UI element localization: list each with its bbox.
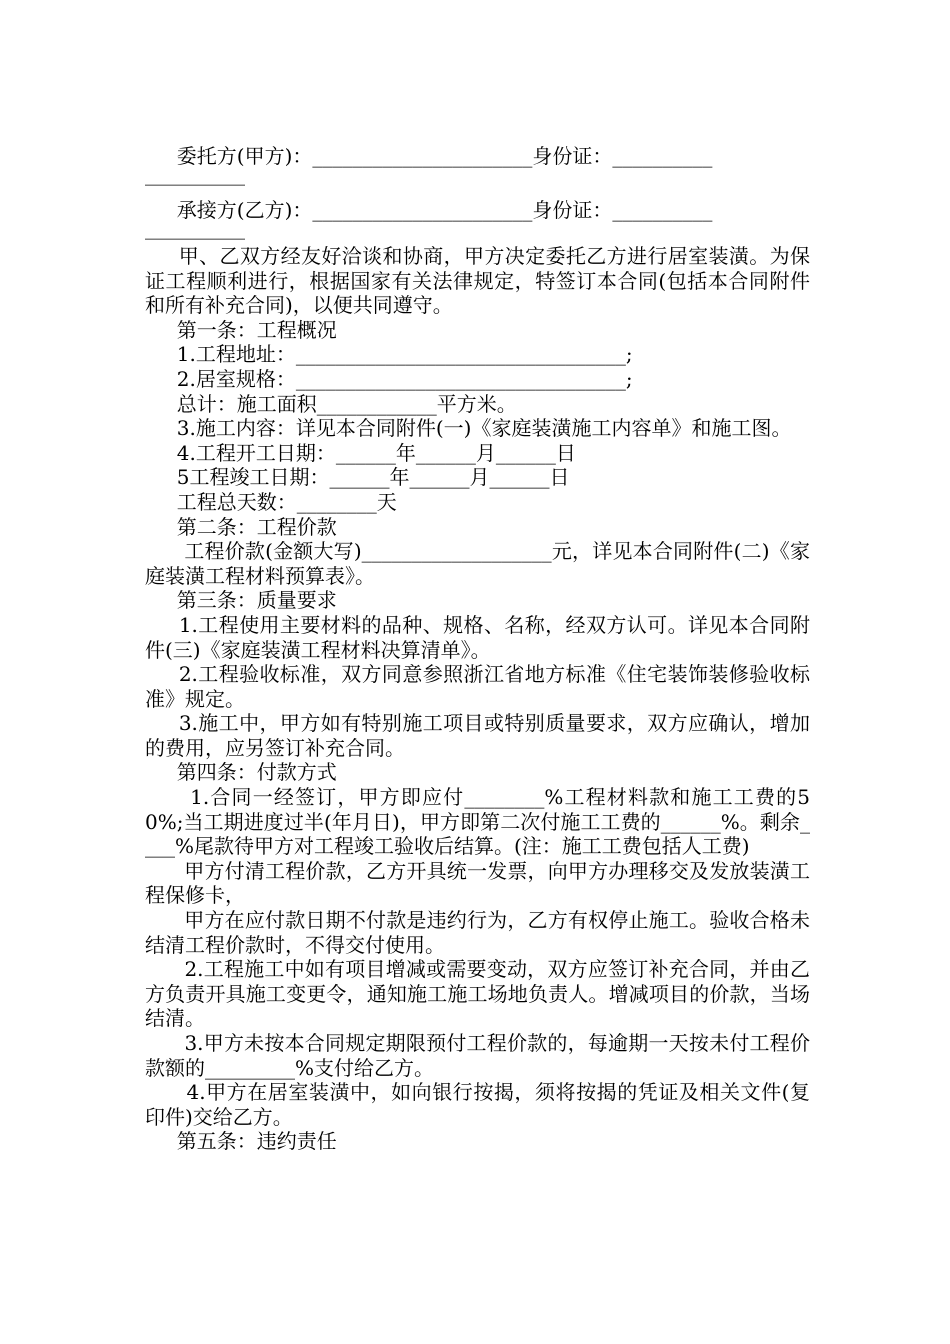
party-b-block [145,196,810,250]
room-spec: 2.居室规格：_________________________________; [145,366,633,391]
party-b-line-continued: __________ [145,216,245,240]
intro-paragraph: 甲、乙双方经友好洽谈和协商，甲方决定委托乙方进行居室装潢。为保证工程顺利进行，根据国家有关法律规定，特签订本合同(包括本合同附件和所有补充合同)，以便共同遵守。 [145,244,811,318]
party-a-line: 委托方(甲方)：______________________身份证：__________ [145,144,713,168]
contract-body [145,244,810,1154]
completion-date: 5工程竣工日期：______年______月______日 [145,465,570,490]
total-area: 总计：施工面积____________平方米。 [145,391,517,416]
article-2-heading: 第二条：工程价款 [145,514,337,539]
construction-content: 3.施工内容：详见本合同附件(一)《家庭装潢施工内容单》和施工图。 [145,416,792,441]
quality-item-3: 3.施工中，甲方如有特别施工项目或特别质量要求，双方应确认，增加的费用，应另签订补充合同。 [145,711,810,760]
article-4-heading: 第四条：付款方式 [145,760,337,785]
quality-item-2: 2.工程验收标准，双方同意参照浙江省地方标准《住宅装饰装修验收标准》规定。 [145,662,810,711]
payment-invoice: 甲方付清工程价款，乙方开具统一发票，向甲方办理移交及发放装潢工程保修卡， [145,858,810,908]
article-1-heading: 第一条：工程概况 [145,317,337,342]
payment-item-4: 4.甲方在居室装潢中，如向银行按揭，须将按揭的凭证及相关文件(复印件)交给乙方。 [145,1080,810,1129]
party-a-line-continued: __________ [145,162,245,186]
project-price: 工程价款(金额大写)___________________元，详见本合同附件(二)《家庭装潢工程材料预算表》。 [145,539,810,588]
payment-item-2: 2.工程施工中如有项目增减或需要变动，双方应签订补充合同，并由乙方负责开具施工变更令，通知施工施工场地负责人。增减项目的价款，当场结清。 [145,957,810,1031]
payment-default: 甲方在应付款日期不付款是违约行为，乙方有权停止施工。验收合格未结清工程价款时，不得交付使用。 [145,908,810,957]
total-days: 工程总天数：________天 [145,489,397,514]
party-b-line: 承接方(乙方)：______________________身份证：__________ [145,198,713,222]
payment-item-3: 3.甲方未按本合同规定期限预付工程价款的，每逾期一天按未付工程价款额的_________%支付给乙方。 [145,1031,810,1080]
project-address: 1.工程地址：_________________________________; [145,342,633,367]
payment-item-1: 1.合同一经签订，甲方即应付________%工程材料款和施工工费的50%;当工期进度过半(年月日)，甲方即第二次付施工工费的______%。剩余____%尾款待甲方对工程竣工验收后结算。(注：施工工费包括人工费) [145,785,810,859]
article-3-heading: 第三条：质量要求 [145,588,337,613]
contract-document [145,142,810,1154]
start-date: 4.工程开工日期：______年______月______日 [145,440,576,465]
article-5-heading: 第五条：违约责任 [145,1129,337,1154]
party-a-block [145,142,810,196]
quality-item-1: 1.工程使用主要材料的品种、规格、名称，经双方认可。详见本合同附件(三)《家庭装潢工程材料决算清单》。 [145,612,810,662]
